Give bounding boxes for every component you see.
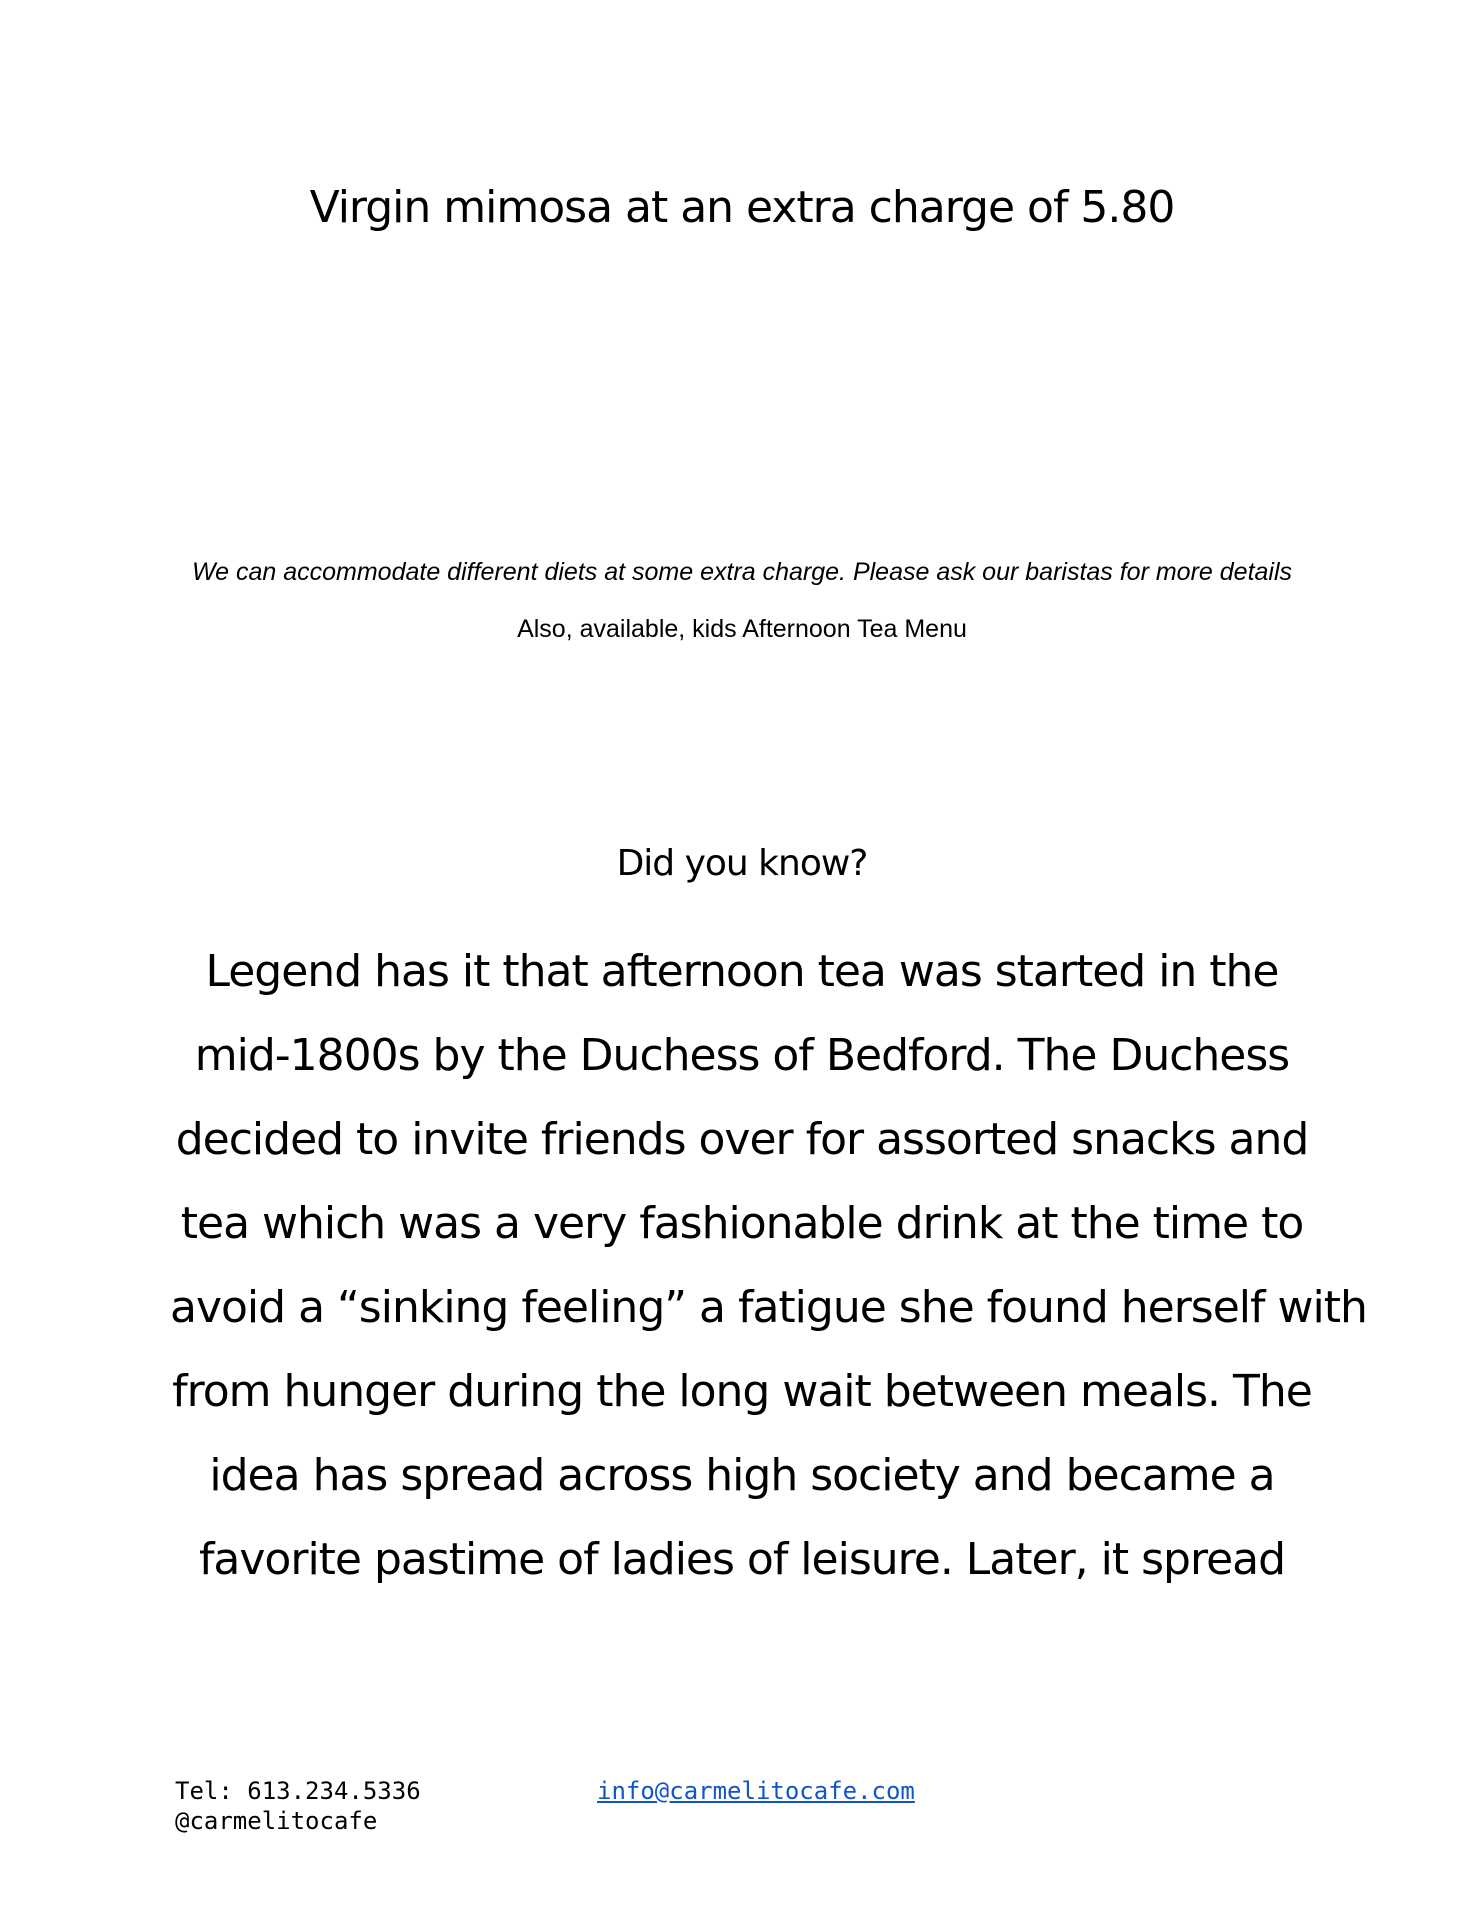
- trivia-line: Legend has it that afternoon tea was started in the: [205, 946, 1279, 997]
- kids-menu-note: Also, available, kids Afternoon Tea Menu: [517, 615, 967, 643]
- trivia-line: mid-1800s by the Duchess of Bedford. The Duchess: [194, 1030, 1290, 1081]
- footer-phone: Tel: 613.234.5336: [175, 1777, 421, 1805]
- diets-note: We can accommodate different diets at some extra charge. Please ask our baristas for more details: [191, 558, 1293, 586]
- mimosa-note: Virgin mimosa at an extra charge of 5.80: [309, 182, 1175, 233]
- trivia-line: tea which was a very fashionable drink at the time to: [180, 1198, 1304, 1249]
- trivia-paragraph: [170, 930, 1367, 1602]
- trivia-line: from hunger during the long wait between meals. The: [172, 1366, 1312, 1417]
- footer-contact: [175, 1776, 421, 1836]
- trivia-heading: Did you know?: [616, 843, 868, 884]
- footer-email-link[interactable]: info@carmelitocafe.com: [597, 1777, 915, 1805]
- footer-social-handle: @carmelitocafe: [175, 1807, 378, 1835]
- trivia-line: decided to invite friends over for assorted snacks and: [175, 1114, 1309, 1165]
- trivia-line: avoid a “sinking feeling” a fatigue she found herself with: [170, 1282, 1367, 1333]
- trivia-line: favorite pastime of ladies of leisure. Later, it spread: [198, 1534, 1286, 1585]
- trivia-line: idea has spread across high society and became a: [209, 1450, 1275, 1501]
